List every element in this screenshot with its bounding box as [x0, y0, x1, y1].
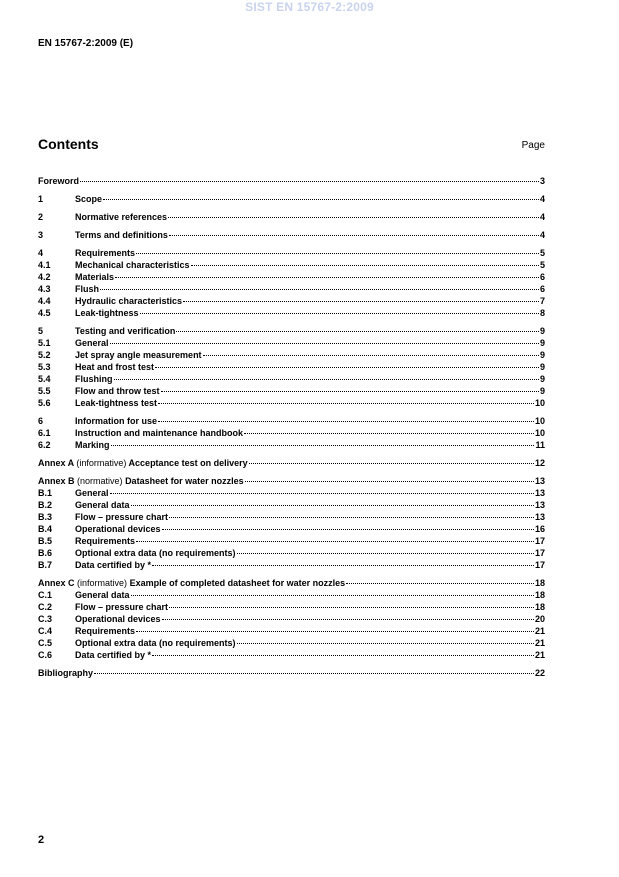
- toc-entry[interactable]: [38, 337, 545, 349]
- toc-entry[interactable]: [38, 397, 545, 409]
- toc-entry-title: Flow – pressure chart: [75, 512, 169, 522]
- dot-leader: [114, 378, 539, 380]
- toc-entry-title: Bibliography: [38, 668, 94, 678]
- dot-leader: [111, 444, 535, 446]
- toc-entry-page: 13: [534, 476, 545, 486]
- toc-entry-number: 4.1: [38, 260, 51, 270]
- toc-entry[interactable]: [38, 373, 545, 385]
- toc-entry-number: B.4: [38, 524, 53, 534]
- toc-entry-title: Hydraulic characteristics: [75, 296, 183, 306]
- dot-leader: [203, 354, 539, 356]
- toc-entry-page: 3: [539, 176, 545, 186]
- toc-entry-title: Normative references: [75, 212, 168, 222]
- toc-entry[interactable]: [38, 499, 545, 511]
- toc-entry-title: Requirements: [75, 626, 136, 636]
- dot-leader: [152, 564, 534, 566]
- toc-entry-title: [38, 475, 244, 487]
- annex-label: Annex C: [38, 578, 75, 588]
- toc-entry-title: Terms and definitions: [75, 230, 168, 240]
- toc-entry-number: B.6: [38, 548, 53, 558]
- toc-entry-page: 9: [539, 326, 545, 336]
- toc-entry-title: General: [75, 488, 109, 498]
- toc-entry-page: 5: [539, 260, 545, 270]
- toc-entry-page: 9: [539, 338, 545, 348]
- dot-leader: [103, 198, 539, 200]
- annex-title: Example of completed datasheet for water nozzles: [129, 578, 346, 588]
- toc-entry[interactable]: [38, 211, 545, 223]
- toc-entry-title: Heat and frost test: [75, 362, 155, 372]
- toc-entry-title: General data: [75, 590, 130, 600]
- watermark: SIST EN 15767-2:2009: [245, 0, 374, 14]
- toc-entry-page: 20: [534, 614, 545, 624]
- toc-entry[interactable]: [38, 649, 545, 661]
- toc-entry[interactable]: [38, 475, 545, 487]
- toc-entry-page: 21: [534, 638, 545, 648]
- dot-leader: [161, 390, 539, 392]
- dot-leader: [169, 516, 534, 518]
- toc-entry-number: 4: [38, 248, 44, 258]
- toc-entry-page: 17: [534, 560, 545, 570]
- toc-entry-title: Information for use: [75, 416, 158, 426]
- toc-entry[interactable]: [38, 457, 545, 469]
- toc-entry-title: [38, 577, 345, 589]
- toc-entry-title: General: [75, 338, 109, 348]
- dot-leader: [136, 252, 539, 254]
- toc-entry-number: C.5: [38, 638, 53, 648]
- toc-entry-number: C.3: [38, 614, 53, 624]
- dot-leader: [245, 480, 534, 482]
- toc-entry[interactable]: [38, 487, 545, 499]
- toc-entry[interactable]: [38, 325, 545, 337]
- dot-leader: [237, 642, 534, 644]
- dot-leader: [169, 606, 534, 608]
- toc-entry-page: 13: [534, 512, 545, 522]
- toc-entry-title: Flush: [75, 284, 99, 294]
- toc-entry-title: Foreword: [38, 176, 80, 186]
- toc-entry[interactable]: [38, 577, 545, 589]
- toc-entry-number: 5.3: [38, 362, 51, 372]
- table-of-contents: [38, 175, 545, 679]
- toc-entry-page: 4: [539, 212, 545, 222]
- toc-entry-page: 17: [534, 536, 545, 546]
- toc-entry-page: 4: [539, 194, 545, 204]
- toc-entry-number: 2: [38, 212, 44, 222]
- toc-entry-number: C.2: [38, 602, 53, 612]
- toc-entry-title: Testing and verification: [75, 326, 176, 336]
- toc-entry-title: Flushing: [75, 374, 113, 384]
- toc-entry-number: 6.1: [38, 428, 51, 438]
- toc-entry-title: Data certified by *: [75, 650, 152, 660]
- toc-entry-number: B.7: [38, 560, 53, 570]
- toc-entry[interactable]: [38, 229, 545, 241]
- toc-entry-page: 9: [539, 350, 545, 360]
- toc-entry-title: Optional extra data (no requirements): [75, 638, 236, 648]
- annex-kind: (normative): [77, 476, 123, 486]
- dot-leader: [131, 594, 534, 596]
- toc-entry[interactable]: [38, 613, 545, 625]
- toc-entry-page: 17: [534, 548, 545, 558]
- toc-entry-page: 10: [534, 398, 545, 408]
- dot-leader: [169, 234, 539, 236]
- dot-leader: [155, 366, 539, 368]
- toc-entry-title: Jet spray angle measurement: [75, 350, 202, 360]
- toc-entry-page: 12: [534, 458, 545, 468]
- toc-entry-number: 5.1: [38, 338, 51, 348]
- toc-entry-number: 3: [38, 230, 44, 240]
- toc-entry[interactable]: [38, 193, 545, 205]
- toc-entry-title: Optional extra data (no requirements): [75, 548, 236, 558]
- toc-entry[interactable]: [38, 271, 545, 283]
- toc-entry-title: Leak-tightness test: [75, 398, 158, 408]
- toc-entry-title: [38, 457, 248, 469]
- dot-leader: [249, 462, 534, 464]
- toc-entry-number: 5.6: [38, 398, 51, 408]
- toc-entry-page: 9: [539, 386, 545, 396]
- dot-leader: [140, 312, 539, 314]
- toc-entry-title: Marking: [75, 440, 110, 450]
- dot-leader: [100, 288, 539, 290]
- toc-entry-title: Mechanical characteristics: [75, 260, 190, 270]
- toc-entry-title: Scope: [75, 194, 103, 204]
- toc-entry-number: B.3: [38, 512, 53, 522]
- toc-entry[interactable]: [38, 637, 545, 649]
- dot-leader: [152, 654, 534, 656]
- dot-leader: [136, 630, 534, 632]
- toc-entry[interactable]: [38, 535, 545, 547]
- toc-entry[interactable]: [38, 307, 545, 319]
- annex-label: Annex A: [38, 458, 74, 468]
- toc-entry[interactable]: [38, 559, 545, 571]
- toc-entry-page: 11: [535, 440, 545, 450]
- toc-entry-page: 10: [534, 416, 545, 426]
- dot-leader: [136, 540, 534, 542]
- toc-entry-page: 9: [539, 374, 545, 384]
- dot-leader: [110, 342, 539, 344]
- toc-entry-page: 13: [534, 500, 545, 510]
- toc-entry[interactable]: [38, 601, 545, 613]
- toc-entry-number: 6.2: [38, 440, 51, 450]
- toc-entry-number: B.2: [38, 500, 53, 510]
- page-number: 2: [38, 834, 45, 846]
- toc-entry[interactable]: [38, 415, 545, 427]
- dot-leader: [183, 300, 539, 302]
- toc-entry[interactable]: [38, 385, 545, 397]
- toc-entry[interactable]: [38, 247, 545, 259]
- toc-entry-page: 7: [539, 296, 545, 306]
- toc-entry-number: C.1: [38, 590, 53, 600]
- toc-entry-number: B.1: [38, 488, 53, 498]
- toc-entry-number: 4.2: [38, 272, 51, 282]
- dot-leader: [176, 330, 539, 332]
- toc-entry-number: B.5: [38, 536, 53, 546]
- dot-leader: [131, 504, 534, 506]
- dot-leader: [110, 492, 534, 494]
- toc-entry-page: 16: [534, 524, 545, 534]
- toc-entry[interactable]: [38, 511, 545, 523]
- toc-entry-page: 8: [539, 308, 545, 318]
- toc-entry-title: Operational devices: [75, 614, 161, 624]
- toc-entry[interactable]: [38, 667, 545, 679]
- dot-leader: [94, 672, 534, 674]
- toc-entry[interactable]: [38, 259, 545, 271]
- dot-leader: [158, 402, 534, 404]
- toc-entry-number: 5.2: [38, 350, 51, 360]
- toc-entry-title: Instruction and maintenance handbook: [75, 428, 244, 438]
- toc-entry-number: 4.3: [38, 284, 51, 294]
- toc-entry[interactable]: [38, 523, 545, 535]
- toc-entry-page: 13: [534, 488, 545, 498]
- toc-entry[interactable]: [38, 295, 545, 307]
- toc-entry-number: 1: [38, 194, 44, 204]
- dot-leader: [162, 528, 534, 530]
- toc-entry-number: 5: [38, 326, 44, 336]
- toc-entry-number: 5.4: [38, 374, 51, 384]
- toc-entry[interactable]: [38, 589, 545, 601]
- toc-entry-number: C.6: [38, 650, 53, 660]
- toc-entry-page: 18: [534, 590, 545, 600]
- toc-entry-number: 4.4: [38, 296, 51, 306]
- toc-entry[interactable]: [38, 547, 545, 559]
- annex-kind: (informative): [76, 458, 127, 468]
- dot-leader: [237, 552, 534, 554]
- toc-entry-page: 6: [539, 272, 545, 282]
- toc-entry-page: 21: [534, 626, 545, 636]
- dot-leader: [244, 432, 534, 434]
- document-id: EN 15767-2:2009 (E): [38, 38, 134, 49]
- contents-title: Contents: [38, 136, 99, 152]
- annex-kind: (informative): [77, 578, 128, 588]
- toc-entry-title: Materials: [75, 272, 115, 282]
- toc-entry-title: General data: [75, 500, 130, 510]
- dot-leader: [191, 264, 539, 266]
- toc-entry-page: 18: [534, 578, 545, 588]
- dot-leader: [80, 180, 539, 182]
- toc-entry-number: 4.5: [38, 308, 51, 318]
- annex-title: Acceptance test on delivery: [128, 458, 248, 468]
- toc-entry-title: Data certified by *: [75, 560, 152, 570]
- toc-entry-title: Flow – pressure chart: [75, 602, 169, 612]
- toc-entry-page: 22: [534, 668, 545, 678]
- dot-leader: [115, 276, 539, 278]
- toc-entry-page: 6: [539, 284, 545, 294]
- toc-entry-title: Requirements: [75, 536, 136, 546]
- dot-leader: [168, 216, 539, 218]
- toc-entry-number: 5.5: [38, 386, 51, 396]
- toc-entry[interactable]: [38, 175, 545, 187]
- annex-label: Annex B: [38, 476, 75, 486]
- annex-title: Datasheet for water nozzles: [125, 476, 244, 486]
- toc-entry[interactable]: [38, 349, 545, 361]
- dot-leader: [346, 582, 534, 584]
- toc-entry[interactable]: [38, 625, 545, 637]
- page-column-label: Page: [521, 140, 545, 151]
- toc-entry-page: 18: [534, 602, 545, 612]
- dot-leader: [162, 618, 534, 620]
- toc-entry-number: C.4: [38, 626, 53, 636]
- toc-entry-title: Requirements: [75, 248, 136, 258]
- toc-entry-title: Operational devices: [75, 524, 161, 534]
- toc-entry-page: 4: [539, 230, 545, 240]
- toc-entry[interactable]: [38, 427, 545, 439]
- toc-entry-title: Leak-tightness: [75, 308, 139, 318]
- toc-entry[interactable]: [38, 283, 545, 295]
- toc-entry[interactable]: [38, 361, 545, 373]
- toc-entry-page: 21: [534, 650, 545, 660]
- toc-entry-page: 10: [534, 428, 545, 438]
- toc-entry-page: 5: [539, 248, 545, 258]
- toc-entry-number: 6: [38, 416, 44, 426]
- dot-leader: [158, 420, 534, 422]
- toc-entry[interactable]: [38, 439, 545, 451]
- toc-entry-page: 9: [539, 362, 545, 372]
- toc-entry-title: Flow and throw test: [75, 386, 160, 396]
